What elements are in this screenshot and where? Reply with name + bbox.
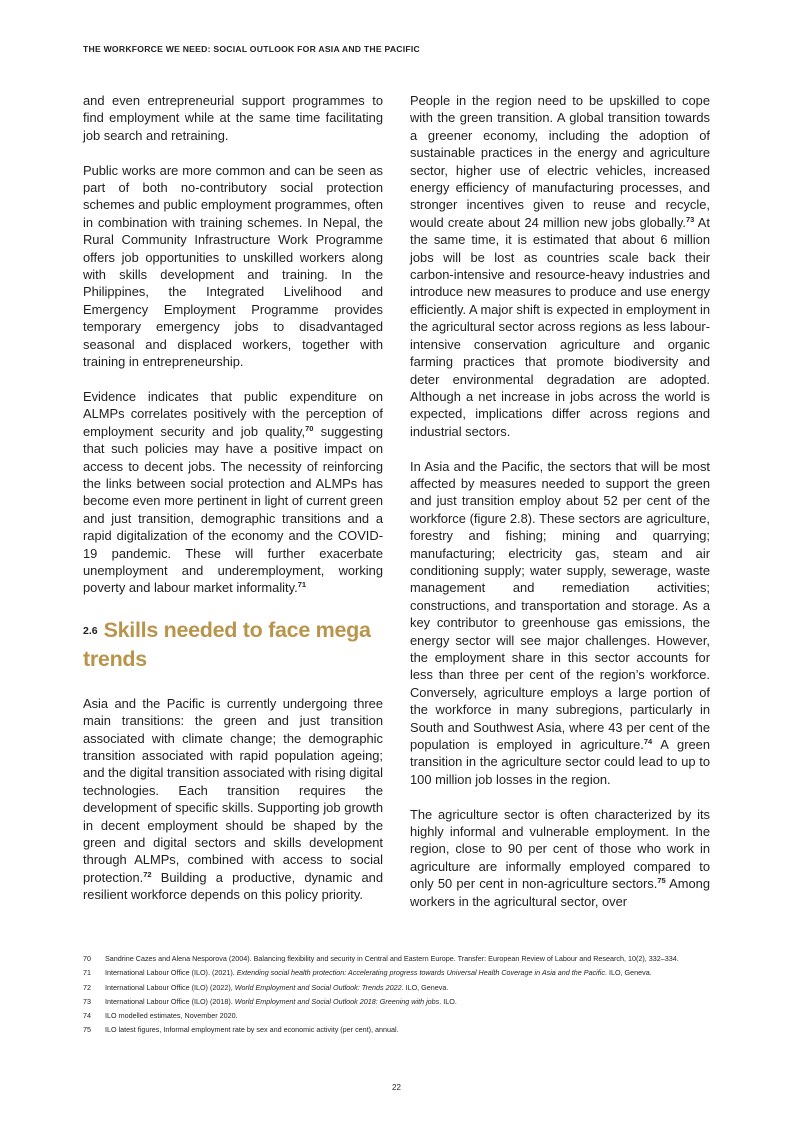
left-paragraph-2: Public works are more common and can be seen as part of both no-contributory social protection schemes and public employment programmes, often in combination with training schemes. In Nepal, the Rural Community Infrastructure Work Programme offers job opportunities to unskilled workers along with skills development and training. In the Philippines, the Integrated Livelihood and Emergency Employment Programme provides temporary emergency jobs to disadvantaged seasonal and displaced workers, together with training in entrepreneurship. xyxy=(83,162,383,370)
footnote xyxy=(83,1011,713,1021)
footnote xyxy=(83,997,713,1007)
footnote-ref-72[interactable]: 72 xyxy=(143,869,152,879)
footnote-number: 72 xyxy=(83,982,91,992)
right-paragraph-3-text-b: Among workers in the agricultural sector, over xyxy=(410,876,711,909)
footnote-text-italic: Extending social health protection: Accelerating progress towards Universal Health Coverage in Asia and the Pacific xyxy=(236,968,605,978)
footnote-text-plain: Sandrine Cazes and Alena Nesporova (2004). Balancing flexibility and security in Central and Eastern Europe. Transfer: European Review of Labour and Research, 10(2), 332–334. xyxy=(105,954,679,963)
footnote xyxy=(83,968,713,978)
footnote-ref-74[interactable]: 74 xyxy=(643,737,653,747)
right-paragraph-3-text-a: The agriculture sector is often characterized by its highly informal and vulnerable employment. In the region, close to 90 per cent of those who work in agriculture are informally employed compared to only 50 per cent in non-agriculture sectors. xyxy=(410,806,710,892)
footnote-ref-73[interactable]: 73 xyxy=(685,214,695,224)
footnote-text xyxy=(105,1025,713,1035)
footnote-text-italic: World Employment and Social Outlook: Trends 2022 xyxy=(234,982,402,992)
footnote-text xyxy=(105,968,713,978)
right-paragraph-3 xyxy=(410,806,710,910)
left-paragraph-3 xyxy=(83,388,383,597)
footnote-text-plain: ILO latest figures, Informal employment rate by sex and economic activity (per cent), annual. xyxy=(105,1025,399,1035)
footnote-ref-75[interactable]: 75 xyxy=(657,876,666,886)
footnote xyxy=(83,1025,713,1035)
footnote-text-plain: International Labour Office (ILO). (2021). xyxy=(105,968,237,978)
left-paragraph-4-text-a: Asia and the Pacific is currently undergoing three main transitions: the green and just transition associated with climate change; the demographic transition associated with rapid population ageing; and the digital transition associated with rising digital technologies. Each transition requires the development of specific skills. Supporting job growth in decent employment should be shaped by the green and digital sectors and skills development through ALMPs, combined with access to social protection. xyxy=(83,695,383,885)
right-paragraph-2 xyxy=(410,458,710,789)
right-paragraph-1 xyxy=(410,92,710,440)
footnote-text xyxy=(105,997,713,1007)
right-paragraph-2-text-b: A green transition in the agriculture sector could lead to up to 100 million job losses in the region. xyxy=(410,737,710,787)
footnote-text xyxy=(105,954,713,964)
footnote-ref-70[interactable]: 70 xyxy=(305,423,314,433)
section-title: Skills needed to face mega trends xyxy=(83,617,371,671)
footnote-text-plain: ILO modelled estimates, November 2020. xyxy=(105,1011,238,1021)
right-paragraph-2-text-a: In Asia and the Pacific, the sectors that will be most affected by measures needed to support the green and just transition employ about 52 per cent of the workforce (figure 2.8). These sectors are agriculture, forestry and fishing; mining and quarrying; manufacturing; electricity gas, steam and air conditioning supply; water supply, sewerage, waste management and remediation activities; constructions, and transportation and storage. As a key contributor to greenhouse gas emissions, the energy sector will see major challenges. However, the employment share in this sector accounts for less than three per cent of the region’s workforce. Conversely, agriculture employs a large portion of the workforce in many subregions, particularly in South and Southwest Asia, where 43 per cent of the population is employed in agriculture. xyxy=(410,458,710,753)
footnote-number: 71 xyxy=(83,968,91,978)
footnote-number: 73 xyxy=(83,996,91,1006)
footnote xyxy=(83,983,713,993)
right-paragraph-1-text-b: At the same time, it is estimated that about 6 million jobs will be lost as countries scale back their carbon-intensive and resource-heavy industries and introduce new measures to produce and use energy efficiently. A major shift is expected in employment in the agricultural sector across regions as less labour-intensive conservation agriculture and organic farming practices that promote biodiversity and deter environmental degradation are adopted. Although a net increase in jobs across the world is expected, implications differ across regions and industrial sectors. xyxy=(410,214,710,439)
footnote-number: 70 xyxy=(83,954,91,963)
running-header: THE WORKFORCE WE NEED: SOCIAL OUTLOOK FOR ASIA AND THE PACIFIC xyxy=(83,44,420,54)
footnotes xyxy=(83,954,713,1040)
left-column xyxy=(83,92,383,904)
section-number: 2.6 xyxy=(83,624,98,637)
footnote-number: 75 xyxy=(83,1025,91,1035)
left-paragraph-4-text-b: Building a productive, dynamic and resilient workforce depends on this policy priority. xyxy=(83,869,383,903)
footnote-text-tail: . ILO, Geneva. xyxy=(401,982,449,992)
footnote xyxy=(83,954,713,964)
left-paragraph-3-text-b: suggesting that such policies may have a positive impact on access to decent jobs. The necessity of reinforcing the links between social protection and ALMPs has become even more pertinent in light of current green and just transition, demographic transitions and a rapid digitalization of the economy and the COVID-19 pandemic. These will further exacerbate unemployment and underemployment, working poverty and labour market informality. xyxy=(83,423,384,596)
left-paragraph-4 xyxy=(83,695,383,904)
footnote-text-italic: World Employment and Social Outlook 2018: Greening with jobs xyxy=(234,996,440,1006)
footnote-text-tail: . ILO, Geneva. xyxy=(604,968,652,978)
right-paragraph-1-text-a: People in the region need to be upskilled to cope with the green transition. A global transition towards a greener economy, including the adoption of sustainable practices in the energy and agriculture sector, higher use of electric vehicles, increased energy efficiency of manufacturing processes, and stronger incentives given to reuse and recycle, would create about 24 million new jobs globally. xyxy=(410,93,710,230)
section-heading xyxy=(83,617,383,675)
right-column xyxy=(410,92,710,910)
left-paragraph-1: and even entrepreneurial support programmes to find employment while at the same time facilitating job search and retraining. xyxy=(83,93,383,143)
footnote-text xyxy=(105,1011,713,1021)
footnote-text xyxy=(105,983,713,993)
footnote-text-plain: International Labour Office (ILO) (2022), xyxy=(105,982,235,992)
page-number: 22 xyxy=(392,1083,401,1092)
left-paragraph-3-text-a: Evidence indicates that public expenditure on ALMPs correlates positively with the perception of employment security and job quality, xyxy=(83,388,383,439)
footnote-number: 74 xyxy=(83,1011,91,1021)
footnote-text-plain: International Labour Office (ILO) (2018). xyxy=(105,996,235,1006)
footnote-text-tail: . ILO. xyxy=(439,996,457,1006)
footnote-ref-71[interactable]: 71 xyxy=(297,580,307,590)
